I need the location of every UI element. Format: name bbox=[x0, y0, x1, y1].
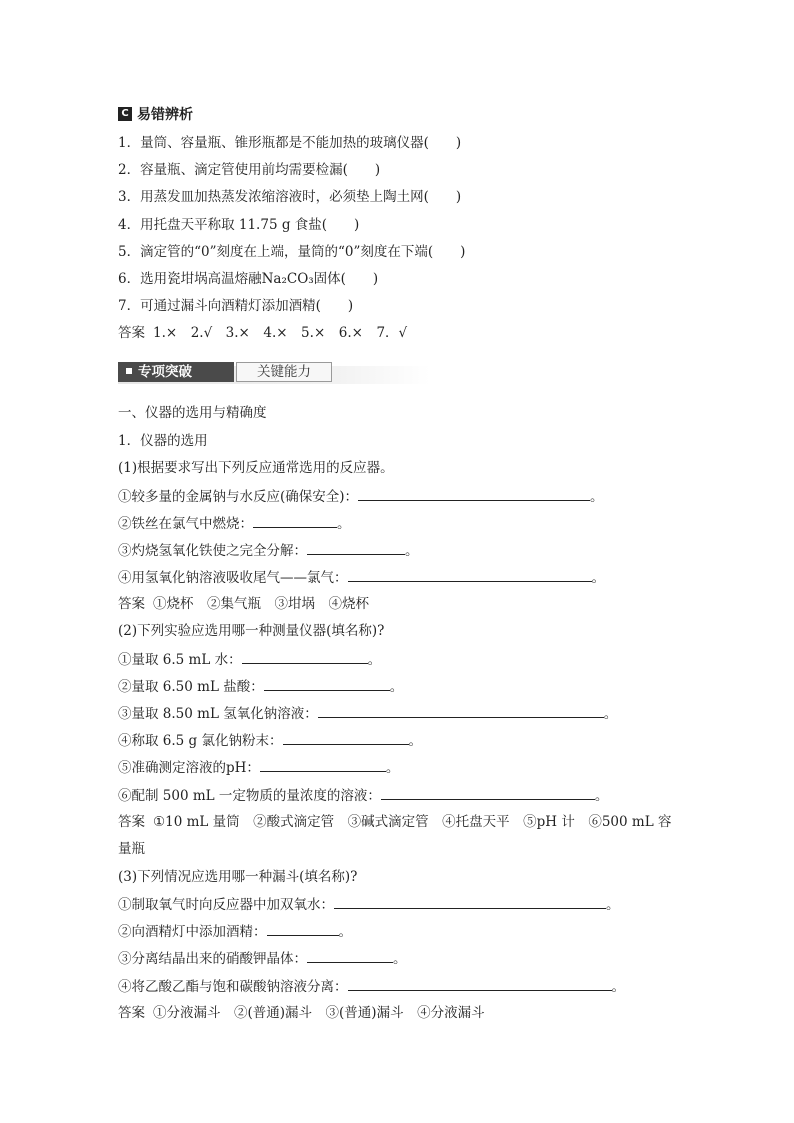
errors-answer bbox=[118, 324, 407, 342]
q3-item-4: ④将乙酸乙酯与饱和碳酸钠溶液分离： 。 bbox=[118, 979, 625, 995]
q2-item-2: ②量取 6.50 mL 盐酸： 。 bbox=[118, 679, 404, 695]
q3-title: (3)下列情况应选用哪一种漏斗(填名称)? bbox=[118, 869, 358, 885]
answer-blank[interactable] bbox=[307, 949, 393, 963]
error-item-5: 5．滴定管的“0”刻度在上端，量筒的“0”刻度在下端( ) bbox=[118, 244, 466, 260]
q2-item-5: ⑤准确测定溶液的pH： 。 bbox=[118, 760, 400, 776]
answer-blank[interactable] bbox=[264, 677, 390, 691]
answer-blank[interactable] bbox=[283, 731, 409, 745]
answer-blank[interactable] bbox=[253, 514, 337, 528]
q2-item-6: ⑥配制 500 mL 一定物质的量浓度的溶液： 。 bbox=[118, 788, 609, 804]
errors-section-heading: 易错辨析 bbox=[137, 107, 193, 123]
q3-answer: 答案 ①分液漏斗 ②(普通)漏斗 ③(普通)漏斗 ④分液漏斗 bbox=[118, 1005, 485, 1021]
error-item-6: 6．选用瓷坩埚高温熔融Na₂CO₃固体( ) bbox=[118, 271, 379, 287]
answer-blank[interactable] bbox=[358, 487, 590, 501]
q1-item-1: ①较多量的金属钠与水反应(确保安全)： 。 bbox=[118, 489, 604, 505]
error-item-4: 4．用托盘天平称取 11.75 g 食盐( ) bbox=[118, 217, 360, 233]
q3-item-1: ①制取氧气时向反应器中加双氧水： 。 bbox=[118, 897, 620, 913]
answer-blank[interactable] bbox=[334, 895, 606, 909]
answer-label: 答案 bbox=[118, 325, 145, 341]
answer-blank[interactable] bbox=[348, 568, 592, 582]
banner-dark-label: 专项突破 bbox=[138, 364, 192, 380]
q1-item-3: ③灼烧氢氧化铁使之完全分解： 。 bbox=[118, 543, 419, 559]
q1-title: (1)根据要求写出下列反应通常选用的反应器。 bbox=[118, 460, 394, 476]
answer-blank[interactable] bbox=[318, 704, 604, 718]
banner-light-tab: 关键能力 bbox=[236, 362, 332, 382]
errors-section-title bbox=[118, 104, 193, 124]
square-bullet-icon bbox=[126, 368, 132, 374]
error-item-3: 3．用蒸发皿加热蒸发浓缩溶液时，必须垫上陶土网( ) bbox=[118, 189, 462, 205]
q3-item-3: ③分离结晶出来的硝酸钾晶体： 。 bbox=[118, 951, 407, 967]
section1-heading: 一、仪器的选用与精确度 bbox=[118, 405, 267, 421]
answer-text: 1.× 2.√ 3.× 4.× 5.× 6.× 7．√ bbox=[153, 325, 408, 341]
error-item-7: 7．可通过漏斗向酒精灯添加酒精( ) bbox=[118, 298, 354, 314]
section-banner bbox=[118, 360, 430, 386]
answer-blank[interactable] bbox=[267, 922, 339, 936]
q2-answer-cont: 量瓶 bbox=[118, 841, 145, 857]
section1-sub1: 1．仪器的选用 bbox=[118, 433, 208, 449]
answer-blank[interactable] bbox=[348, 977, 612, 991]
answer-blank[interactable] bbox=[260, 758, 386, 772]
answer-blank[interactable] bbox=[381, 786, 595, 800]
q2-item-4: ④称取 6.5 g 氯化钠粉末： 。 bbox=[118, 733, 422, 749]
answer-blank[interactable] bbox=[242, 650, 368, 664]
section-c-icon: C bbox=[118, 107, 132, 121]
error-item-2: 2．容量瓶、滴定管使用前均需要检漏( ) bbox=[118, 162, 381, 178]
q2-item-3: ③量取 8.50 mL 氢氧化钠溶液： 。 bbox=[118, 706, 618, 722]
q2-item-1: ①量取 6.5 mL 水： 。 bbox=[118, 652, 382, 668]
q2-answer: 答案 ①10 mL 量筒 ②酸式滴定管 ③碱式滴定管 ④托盘天平 ⑤pH 计 ⑥500 mL 容 bbox=[118, 814, 672, 830]
q2-title: (2)下列实验应选用哪一种测量仪器(填名称)? bbox=[118, 623, 385, 639]
answer-blank[interactable] bbox=[307, 541, 405, 555]
q1-item-2: ②铁丝在氯气中燃烧： 。 bbox=[118, 516, 351, 532]
error-item-1: 1．量筒、容量瓶、锥形瓶都是不能加热的玻璃仪器( ) bbox=[118, 135, 462, 151]
q1-item-4: ④用氢氧化钠溶液吸收尾气——氯气： 。 bbox=[118, 570, 605, 586]
q1-answer: 答案 ①烧杯 ②集气瓶 ③坩埚 ④烧杯 bbox=[118, 596, 369, 612]
banner-dark-tab bbox=[118, 362, 234, 382]
q3-item-2: ②向酒精灯中添加酒精： 。 bbox=[118, 924, 352, 940]
